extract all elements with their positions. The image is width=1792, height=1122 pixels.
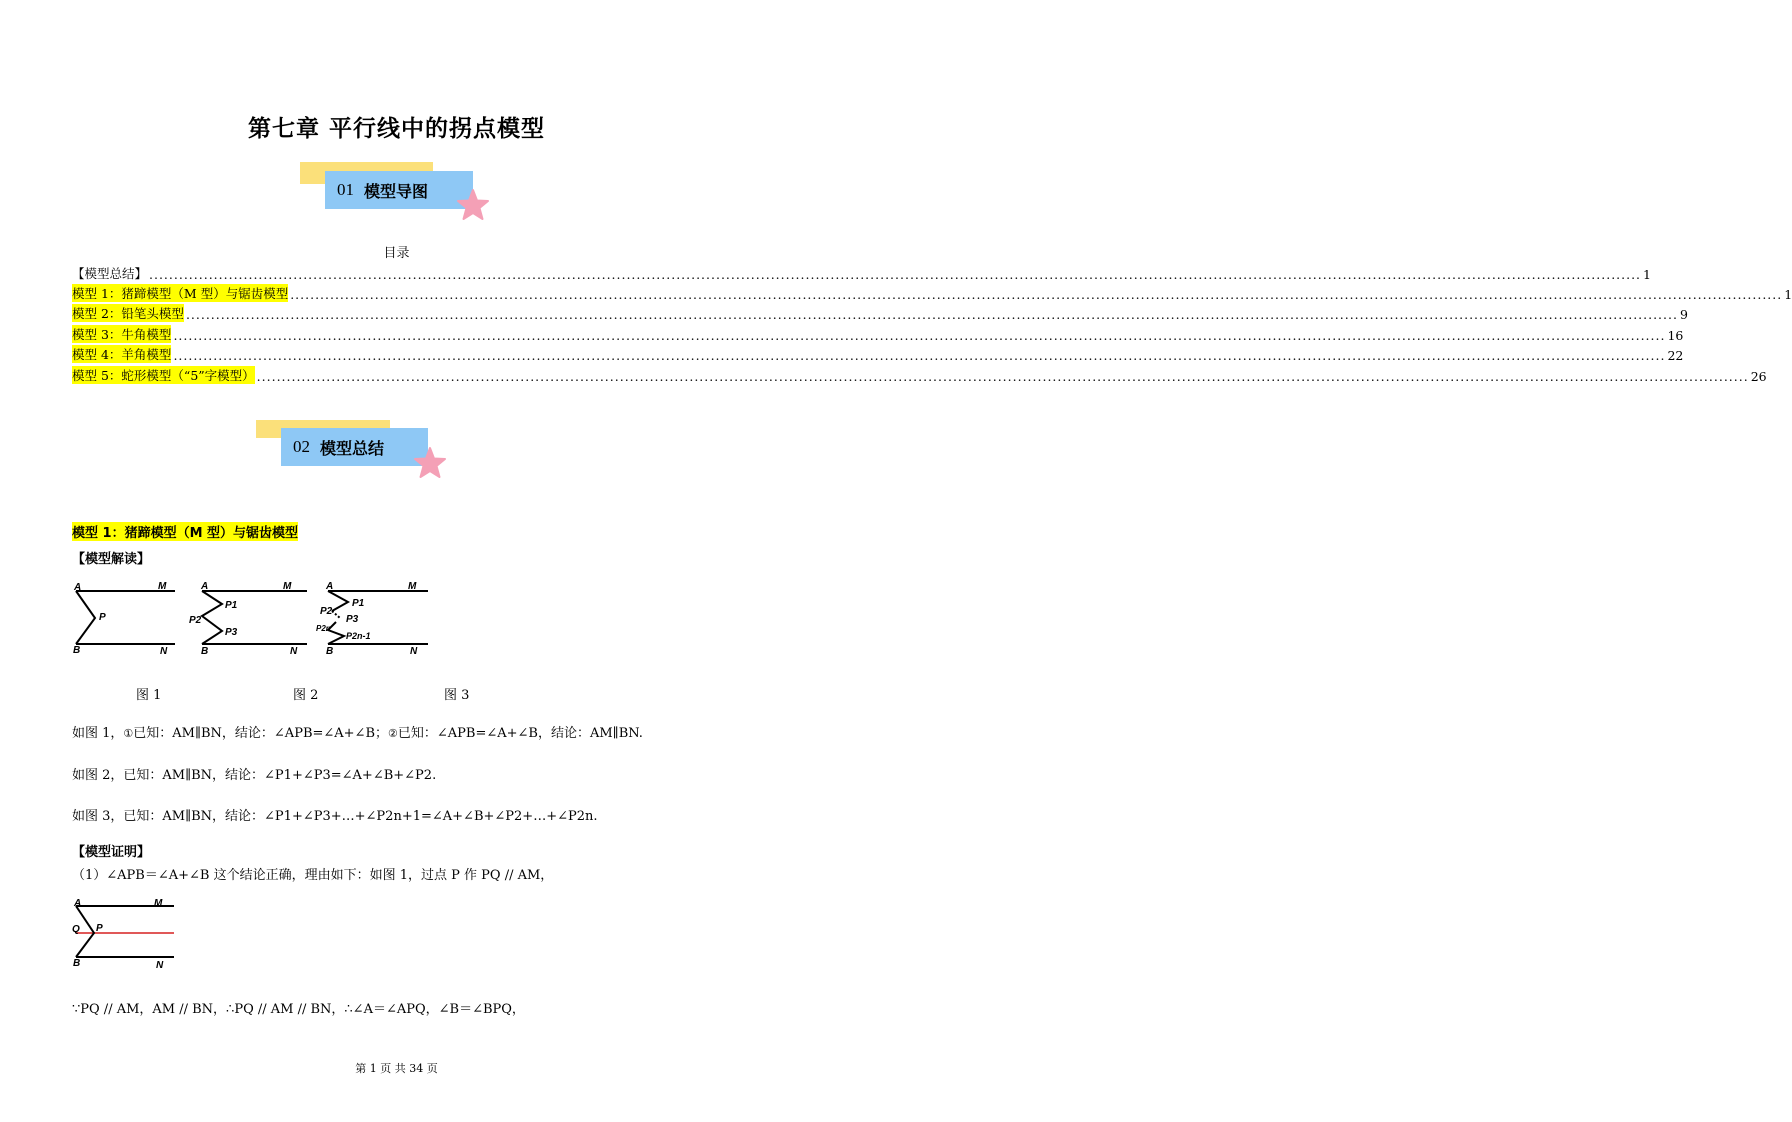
star-icon xyxy=(456,188,490,222)
label-A: A xyxy=(326,581,334,592)
toc-entry[interactable] xyxy=(72,325,1684,343)
label-N: N xyxy=(290,646,298,657)
label-P1: P1 xyxy=(225,600,238,611)
conclusion-figure-2: 如图 2，已知：AM∥BN，结论：∠P1+∠P3=∠A+∠B+∠P2. xyxy=(72,768,437,783)
toc-entry-label: 模型 2：铅笔头模型 xyxy=(72,306,184,321)
toc-entry[interactable] xyxy=(72,284,1792,302)
label-P2n: P2n xyxy=(316,624,331,633)
label-N: N xyxy=(410,646,418,657)
label-M: M xyxy=(408,581,417,592)
toc-entry[interactable] xyxy=(72,304,1688,322)
toc-heading: 目录 xyxy=(383,246,410,261)
toc-entry[interactable] xyxy=(72,264,1651,282)
toc-entry-label: 模型 3：牛角模型 xyxy=(72,327,172,342)
label-P2: P2 xyxy=(320,606,333,617)
label-B: B xyxy=(326,646,334,657)
toc-entry-page: 1 xyxy=(1784,287,1792,302)
toc-leader-dots: ............................................................................................................................................................................................................................................................................................................ xyxy=(256,369,1749,384)
label-A: A xyxy=(74,898,82,909)
banner-label: 模型总结 xyxy=(320,438,385,458)
label-N: N xyxy=(156,960,164,971)
conclusion-figure-1 xyxy=(72,722,643,741)
label-M: M xyxy=(154,898,163,909)
proof-line-1: （1）∠APB＝∠A+∠B 这个结论正确，理由如下：如图 1，过点 P 作 PQ // AM， xyxy=(72,868,554,883)
toc-entry-page: 22 xyxy=(1667,348,1684,363)
line1-text-c: 已知：∠APB=∠A+∠B，结论：AM∥BN. xyxy=(397,726,643,741)
line1-text-b: 已知：AM∥BN，结论：∠APB=∠A+∠B； xyxy=(133,726,389,741)
page-number-footer: 第 1 页 共 34 页 xyxy=(355,1062,438,1075)
toc-entry-label: 模型 4：羊角模型 xyxy=(72,347,172,362)
toc-leader-dots: ............................................................................................................................................................................................................................................................................................................ xyxy=(173,328,1666,343)
label-M: M xyxy=(283,581,292,592)
label-P3: P3 xyxy=(225,627,238,638)
proof-figure xyxy=(70,894,180,972)
banner-label: 模型导图 xyxy=(364,181,429,201)
circled-number-1: ① xyxy=(123,727,134,740)
label-P2: P2 xyxy=(189,615,202,626)
figure-1-caption: 图 1 xyxy=(136,688,162,703)
figure-1 xyxy=(73,581,175,657)
proof-line-2: ∵PQ // AM，AM // BN，∴PQ // AM // BN，∴∠A＝∠APQ，∠B＝∠BPQ， xyxy=(72,1002,525,1017)
toc-entry-page: 1 xyxy=(1643,267,1651,282)
toc-entry-page: 16 xyxy=(1667,328,1684,343)
toc-entry-label: 模型 1：猪蹄模型（M 型）与锯齿模型 xyxy=(72,286,289,301)
label-Q: Q xyxy=(72,924,80,935)
label-P1: P1 xyxy=(352,598,365,609)
label-P: P xyxy=(96,923,103,934)
section-banner-summary xyxy=(281,428,428,466)
toc-entry[interactable] xyxy=(72,366,1767,384)
label-N: N xyxy=(160,646,168,657)
label-P3: P3 xyxy=(346,614,359,625)
figure-3-caption: 图 3 xyxy=(444,688,470,703)
star-icon xyxy=(413,446,447,480)
section-banner-map xyxy=(325,171,473,209)
toc-entry[interactable] xyxy=(72,345,1684,363)
conclusion-figure-3: 如图 3，已知：AM∥BN，结论：∠P1+∠P3+…+∠P2n+1=∠A+∠B+∠P2+…+∠P2n. xyxy=(72,809,598,824)
toc-entry-label: 【模型总结】 xyxy=(72,266,148,281)
section-title: 模型 1：猪蹄模型（M 型）与锯齿模型 xyxy=(72,522,298,541)
line1-text-a: 如图 1， xyxy=(72,726,124,741)
label-P: P xyxy=(99,612,106,623)
label-B: B xyxy=(73,645,81,656)
banner-number: 01 xyxy=(337,180,354,199)
toc-leader-dots: ............................................................................................................................................................................................................................................................................................................ xyxy=(173,348,1666,363)
model-proof-label: 【模型证明】 xyxy=(72,845,151,860)
label-P2n-1: P2n-1 xyxy=(346,631,371,641)
label-A: A xyxy=(201,581,209,592)
circled-number-2: ② xyxy=(388,727,398,740)
toc-leader-dots: ............................................................................................................................................................................................................................................................................................................ xyxy=(290,287,1783,302)
banner-number: 02 xyxy=(293,437,310,456)
label-B: B xyxy=(73,958,81,969)
page-title: 第七章 平行线中的拐点模型 xyxy=(247,116,545,142)
toc-entry-label: 模型 5：蛇形模型（“5”字模型） xyxy=(72,368,255,383)
toc-entry-page: 9 xyxy=(1679,307,1688,322)
toc-entry-page: 26 xyxy=(1750,369,1767,384)
figure-2-caption: 图 2 xyxy=(293,688,319,703)
label-M: M xyxy=(158,581,167,592)
label-A: A xyxy=(74,582,82,593)
toc-leader-dots: ............................................................................................................................................................................................................................................................................................................ xyxy=(149,267,1642,282)
label-B: B xyxy=(201,646,209,657)
figures-diagram xyxy=(70,576,440,660)
figure-3 xyxy=(316,581,428,657)
toc-leader-dots: ............................................................................................................................................................................................................................................................................................................ xyxy=(185,307,1678,322)
model-reading-label: 【模型解读】 xyxy=(72,552,151,567)
figure-2 xyxy=(189,581,307,657)
